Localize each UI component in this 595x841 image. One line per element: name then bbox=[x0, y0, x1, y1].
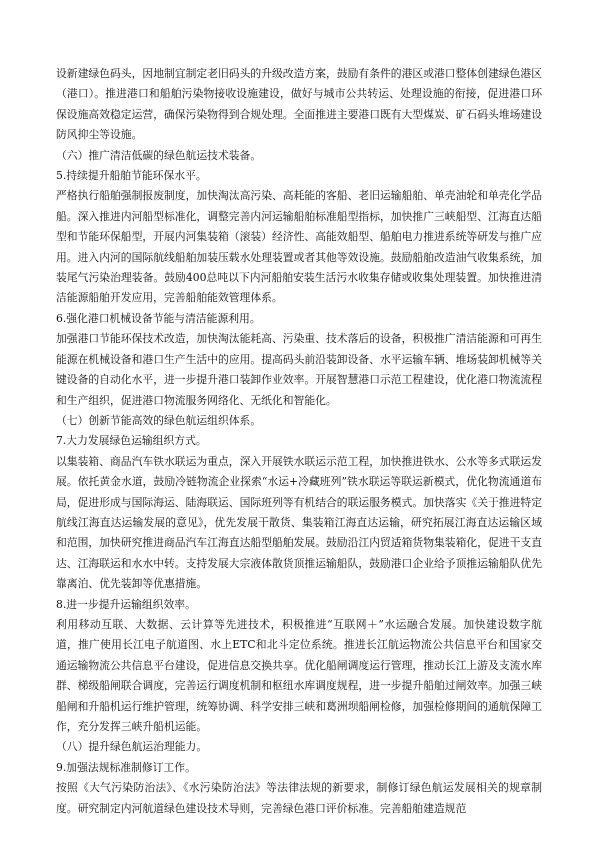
section-heading-8: （八）提升绿色航运治理能力。 bbox=[56, 740, 208, 754]
paragraph-port-machinery: 加强港口节能环保技术改造，加快淘汰能耗高、污染重、技术落后的设备，积极推广清洁能源和可再生能源在机械设备和港口生产生活中的应用。提高码头前沿装卸设备、水平运输车辆、堆场装卸机械等关键设备的自动化水平，进一步提升港口装卸作业效率。开展智慧港口示范工程建设，优化港口物流流程和生产组织，促进港口物流服务网络化、无纸化和智能化。 bbox=[56, 332, 542, 407]
heading-9: 9.加强法规标准制修订工作。 bbox=[56, 760, 196, 774]
paragraph-ship-energy: 严格执行船舶强制报废制度，加快淘汰高污染、高耗能的客船、老旧运输船舶、单壳油轮和单壳化学品船。深入推进内河船型标准化，调整完善内河运输船舶标准船型指标，加快推广三峡船型、江海直达船型和节能环保船型，开展内河集装箱（滚装）经济性、高能效船型、船舶电力推进系统等研发与推广应用。进入内河的国际航线船舶加装压载水处理装置或者其他等效设施。鼓励船舶改造油气收集系统，加装尾气污染治理装备。鼓励400总吨以下内河船舶安装生活污水收集存储或收集处理装置。加快推进清洁能源船舶开发应用，完善船舶能效管理体系。 bbox=[56, 189, 542, 305]
paragraph-regulations: 按照《大气污染防治法》、《水污染防治法》等法律法规的新要求，制修订绿色航运发展相关的规章制度。研究制定内河航道绿色建设技术导则，完善绿色港口评价标准。完善船舶建造规范 bbox=[56, 781, 542, 815]
heading-6: 6.强化港口机械设备节能与清洁能源利用。 bbox=[56, 311, 261, 325]
heading-5: 5.持续提升船舶节能环保水平。 bbox=[56, 169, 207, 183]
paragraph-transport-organization: 以集装箱、商品汽车铁水联运为重点，深入开展铁水联运示范工程，加快推进铁水、公水等多式联运发展。依托黄金水道，鼓励冷链物流企业探索“水运+冷藏班列”铁水联运等联运新模式，优化物流通道布局，促进形成与国际海运、陆海联运、国际班列等有机结合的联运服务模式。加快落实《关于推进特定航线江海直达运输发展的意见》，优先发展干散货、集装箱江海直达运输，研究拓展江海直达运输区域和范围，加快研究推进商品汽车江海直达船型船舶发展。鼓励沿江内贸适箱货物集装箱化，促进干支直达、江海联运和水水中转。支持发展大宗液体散货顶推运输船队，鼓励港口企业给予顶推运输船队优先靠离泊、优先装卸等优惠措施。 bbox=[56, 454, 542, 591]
section-heading-7: （七）创新节能高效的绿色航运组织体系。 bbox=[56, 413, 262, 427]
paragraph-green-ports: 设新建绿色码头，因地制宜制定老旧码头的升级改造方案，鼓励有条件的港区或港口整体创建绿色港区（港口）。推进港口和船舶污染物接收设施建设，做好与城市公共转运、处理设施的衔接，促进港口环保设施高效稳定运营，确保污染物得到合规处理。全面推进主要港口既有大型煤炭、矿石码头堆场建设防风抑尘等设施。 bbox=[56, 67, 542, 142]
heading-7: 7.大力发展绿色运输组织方式。 bbox=[56, 434, 207, 448]
heading-8: 8.进一步提升运输组织效率。 bbox=[56, 597, 196, 611]
paragraph-efficiency: 利用移动互联、大数据、云计算等先进技术，积极推进“互联网＋”水运融合发展。加快建设数字航道，推广使用长江电子航道图、水上ETC和北斗定位系统。推进长江航运物流公共信息平台和国家交通运输物流公共信息平台建设，促进信息交换共享。优化船闸调度运行管理，推动长江上游及支流水库群、梯级船闸联合调度，完善运行调度机制和枢纽水库调度规程，进一步提升船舶过闸效率。加强三峡船闸和升船机运行维护管理，统筹协调、科学安排三峡和葛洲坝船闸检修，加强检修期间的通航保障工作，充分发挥三峡升船机运能。 bbox=[56, 617, 542, 733]
section-heading-6: （六）推广清洁低碳的绿色航运技术装备。 bbox=[56, 148, 262, 162]
document-page bbox=[56, 64, 542, 819]
